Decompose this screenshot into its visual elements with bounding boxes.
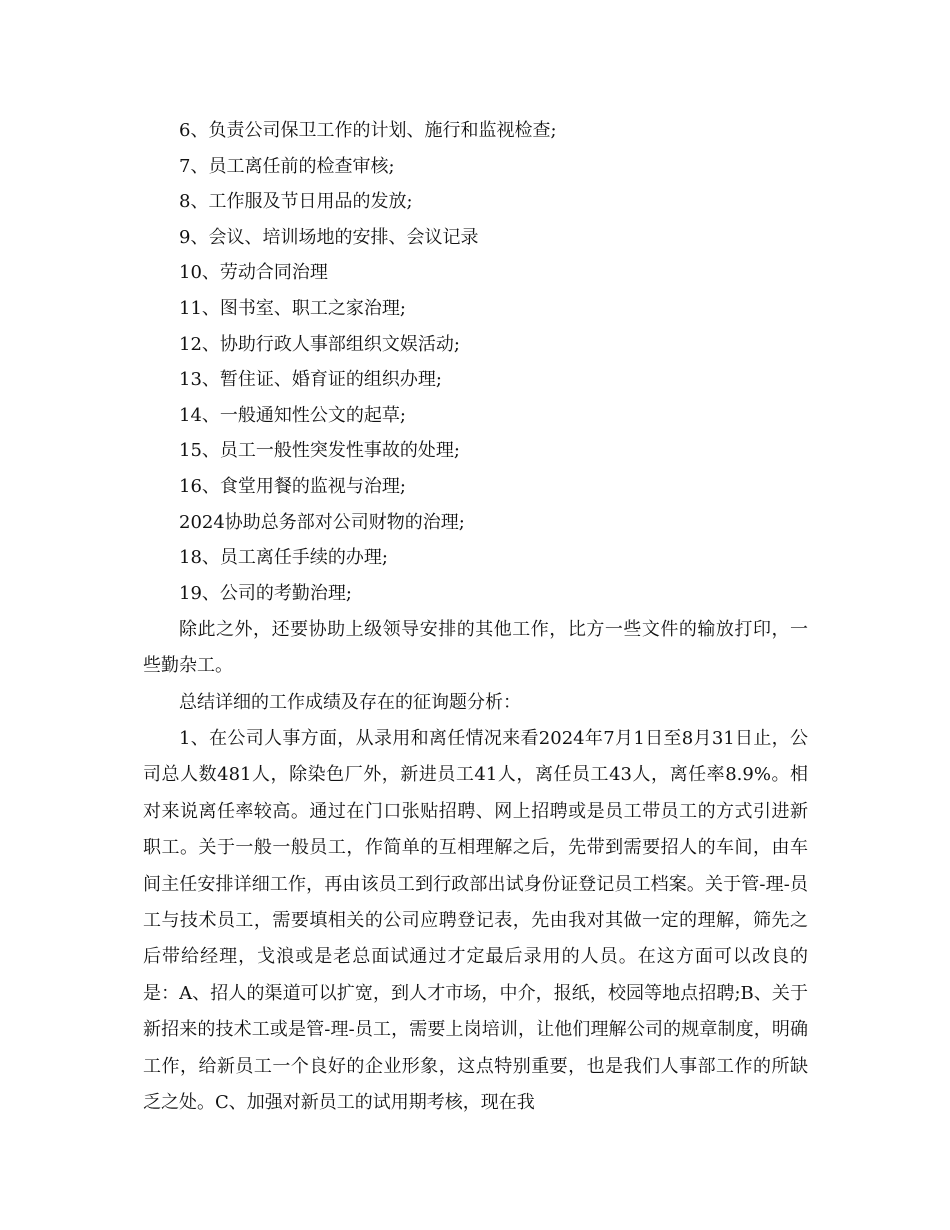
list-item: 19、公司的考勤治理;	[179, 582, 352, 604]
list-item: 2024协助总务部对公司财物的治理;	[179, 511, 465, 533]
list-item: 16、食堂用餐的监视与治理;	[179, 475, 406, 497]
list-item: 10、劳动合同治理	[179, 262, 328, 284]
list-item: 18、员工离任手续的办理;	[179, 547, 388, 569]
list-item: 15、员工一般性突发性事故的处理;	[179, 440, 460, 462]
paragraph-other-duties: 除此之外，还要协助上级领导安排的其他工作，比方一些文件的输放打印，一些勤杂工。	[143, 619, 808, 677]
list-item: 13、暂住证、婚育证的组织办理;	[179, 369, 442, 391]
list-item: 11、图书室、职工之家治理;	[179, 297, 406, 319]
list-item: 6、负责公司保卫工作的计划、施行和监视检查;	[179, 120, 557, 141]
list-item: 9、会议、培训场地的安排、会议记录	[179, 226, 479, 248]
list-item: 12、协助行政人事部组织文娱活动;	[179, 333, 460, 355]
paragraph-summary-heading: 总结详细的工作成绩及存在的征询题分析：	[179, 692, 521, 713]
duty-list	[179, 118, 557, 616]
paragraph-personnel-analysis: 1、在公司人事方面，从录用和离任情况来看2024年7月1日至8月31日止，公司总人数481人，除染色厂外，新进员工41人，离任员工43人，离任率8.9%。相对来说离任率较高。通过在门口张贴招聘、网上招聘或是员工带员工的方式引进新职工。关于一般一般员工，作简单的互相理解之后，先带到需要招人的车间，由车间主任安排详细工作，再由该员工到行政部出试身份证登记员工档案。关于管-理-员工与技术员工，需要填相关的公司应聘登记表，先由我对其做一定的理解，筛先之后带给经理，戈浪或是老总面试通过才定最后录用的人员。在这方面可以改良的是：A、招人的渠道可以扩宽，到人才市场，中介，报纸，校园等地点招聘;B、关于新招来的技术工或是管-理-员工，需要上岗培训，让他们理解公司的规章制度，明确工作，给新员工一个良好的企业形象，这点特别重要，也是我们人事部工作的所缺乏之处。C、加强对新员工的试用期考核，现在我	[143, 728, 808, 1114]
list-item: 8、工作服及节日用品的发放;	[179, 191, 413, 213]
list-item: 7、员工离任前的检查审核;	[179, 155, 395, 177]
list-item: 14、一般通知性公文的起草;	[179, 404, 406, 426]
